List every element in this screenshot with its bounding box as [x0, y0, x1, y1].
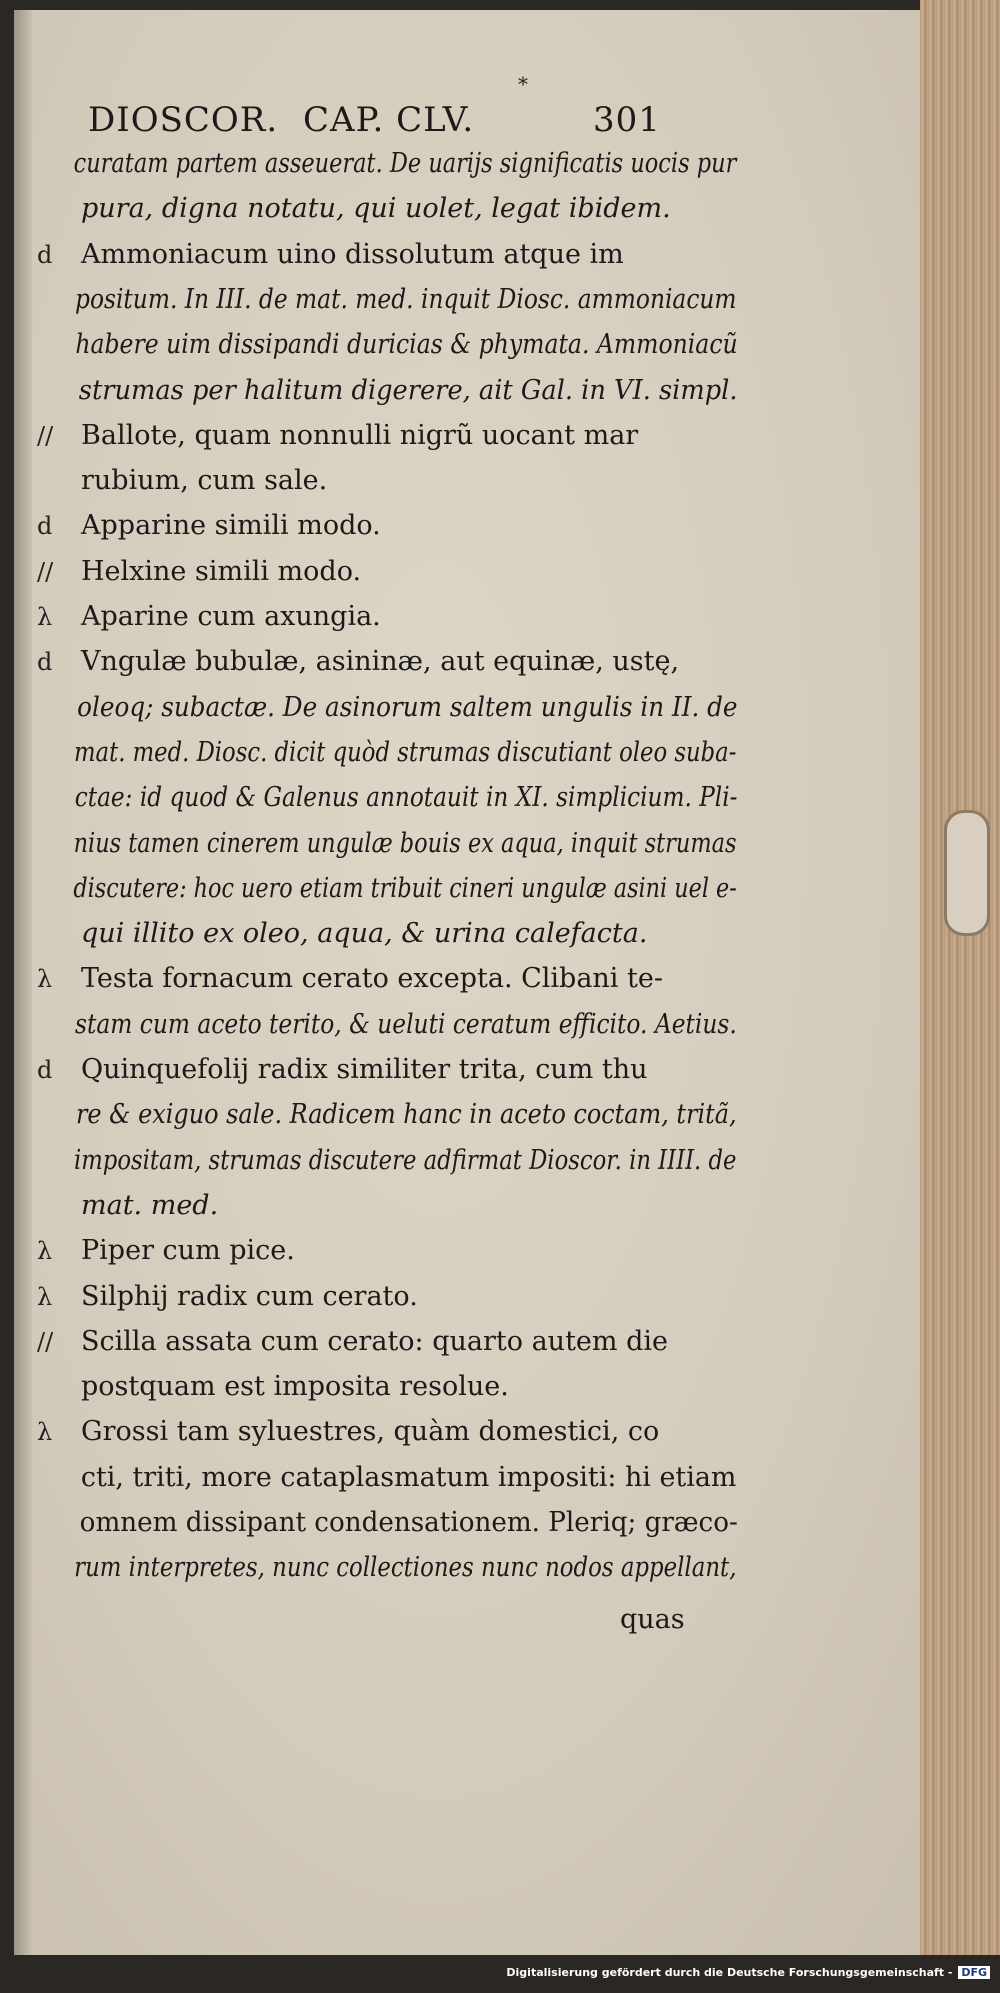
text-line	[37, 371, 737, 411]
marginal-mark: d	[37, 648, 53, 677]
marginal-mark: λ	[37, 603, 53, 631]
text-line	[37, 824, 736, 864]
line-text: pura, digna notatu, qui uolet, legat ibidem.	[81, 193, 671, 225]
line-text: Scilla assata cum cerato: quarto autem die	[81, 1325, 668, 1357]
text-line	[37, 1548, 736, 1588]
text-line	[37, 144, 736, 184]
text-line	[37, 189, 671, 229]
header-chapter: CAP. CLV.	[303, 100, 475, 140]
line-text: oleoq; subactæ. De asinorum saltem ungulis in II. de	[77, 691, 738, 723]
marginal-mark: //	[37, 421, 54, 450]
text-line	[37, 325, 738, 365]
line-text: Piper cum pice.	[81, 1235, 295, 1267]
marginal-mark: d	[37, 1056, 53, 1084]
line-text: omnem dissipant condensationem. Pleriq; græco-	[79, 1507, 738, 1538]
marginal-mark: λ	[37, 1418, 53, 1447]
line-text: postquam est imposita resolue.	[81, 1371, 509, 1403]
line-text: rum interpretes, nunc collectiones nunc nodos appellant,	[74, 1552, 737, 1584]
line-text: strumas per halitum digerere, ait Gal. in VI. simpl.	[78, 374, 738, 406]
text-line	[37, 959, 663, 999]
page-gutter-shadow	[14, 10, 32, 1955]
text-line	[37, 688, 738, 728]
line-text: mat. med.	[81, 1189, 219, 1221]
marginal-mark: λ	[37, 1282, 53, 1311]
marginal-mark: //	[37, 557, 54, 586]
marginal-mark: λ	[37, 1237, 53, 1266]
marginal-mark: λ	[37, 965, 53, 994]
line-text: re & exiguo sale. Radicem hanc in aceto coctam, tritã,	[75, 1099, 737, 1131]
text-line	[37, 1322, 668, 1362]
text-line	[37, 461, 327, 501]
book-block-edge	[920, 0, 1000, 1955]
line-text: habere uim dissipandi duricias & phymata. Ammoniacũ	[75, 329, 738, 361]
line-text: Vngulæ bubulæ, asininæ, aut equinæ, ustę,	[81, 646, 680, 678]
line-text: Helxine simili modo.	[81, 555, 362, 587]
line-text: rubium, cum sale.	[81, 465, 328, 497]
text-line	[37, 914, 647, 954]
line-text: cti, triti, more cataplasmatum impositi: hi etiam	[80, 1461, 737, 1493]
line-text: stam cum aceto terito, & ueluti ceratum efficito. Aetius.	[75, 1008, 737, 1040]
line-text: Ammoniacum uino dissolutum atque im	[81, 238, 624, 270]
marginal-mark: d	[37, 240, 53, 269]
text-line	[37, 506, 381, 546]
text-line	[37, 1503, 738, 1543]
text-line	[37, 416, 638, 456]
footer-credit	[506, 1966, 990, 1979]
text-line	[37, 1141, 736, 1181]
line-text: Apparine simili modo.	[81, 510, 381, 542]
line-text: Silphij radix cum cerato.	[81, 1280, 418, 1312]
text-line	[37, 869, 737, 909]
line-text: curatam partem asseuerat. De uarijs significatis uocis pur	[73, 148, 737, 179]
line-text: qui illito ex oleo, aqua, & urina calefacta.	[81, 918, 648, 950]
line-text: Ballote, quam nonnulli nigrũ uocant mar	[81, 419, 639, 451]
running-header	[88, 100, 688, 150]
text-line	[37, 235, 624, 275]
marginal-mark: //	[37, 1327, 54, 1356]
marginal-mark: d	[37, 512, 53, 541]
text-line	[37, 1231, 295, 1271]
line-text: impositam, strumas discutere adfirmat Dioscor. in IIII. de	[74, 1144, 737, 1176]
line-text: discutere: hoc uero etiam tribuit cineri ungulæ asini uel e-	[73, 872, 737, 904]
text-line	[37, 552, 361, 592]
line-text: mat. med. Diosc. dicit quòd strumas discutiant oleo suba-	[74, 736, 737, 768]
text-line	[37, 733, 736, 773]
line-text: Aparine cum axungia.	[81, 601, 381, 632]
text-line	[37, 778, 737, 818]
text-line	[37, 1458, 736, 1498]
text-line	[37, 280, 737, 320]
text-line	[37, 1095, 737, 1135]
catchword: quas	[620, 1604, 685, 1635]
line-text: Quinquefolij radix similiter trita, cum thu	[81, 1054, 648, 1085]
line-text: ctae: id quod & Galenus annotauit in XI. simplicium. Pli-	[74, 782, 738, 814]
page-number: 301	[593, 100, 661, 140]
line-text: positum. In III. de mat. med. inquit Diosc. ammoniacum	[75, 283, 737, 315]
text-line	[37, 1367, 509, 1407]
footer-credit-text: Digitalisierung gefördert durch die Deutsche Forschungsgemeinschaft -	[506, 1966, 953, 1979]
text-line	[37, 1277, 418, 1317]
text-line	[37, 597, 381, 637]
text-line	[37, 1186, 218, 1226]
dfg-logo: DFG	[958, 1966, 990, 1979]
line-text: Grossi tam syluestres, quàm domestici, co	[81, 1416, 660, 1448]
text-line	[37, 642, 679, 682]
header-author: DIOSCOR.	[88, 100, 279, 140]
header-ornament: *	[518, 72, 528, 96]
clasp-tab	[944, 810, 990, 936]
text-line	[37, 1005, 737, 1045]
text-line	[37, 1412, 659, 1452]
line-text: nius tamen cinerem ungulæ bouis ex aqua, inquit strumas	[73, 827, 737, 859]
text-line	[37, 1050, 648, 1090]
line-text: Testa fornacum cerato excepta. Clibani te-	[81, 963, 663, 995]
